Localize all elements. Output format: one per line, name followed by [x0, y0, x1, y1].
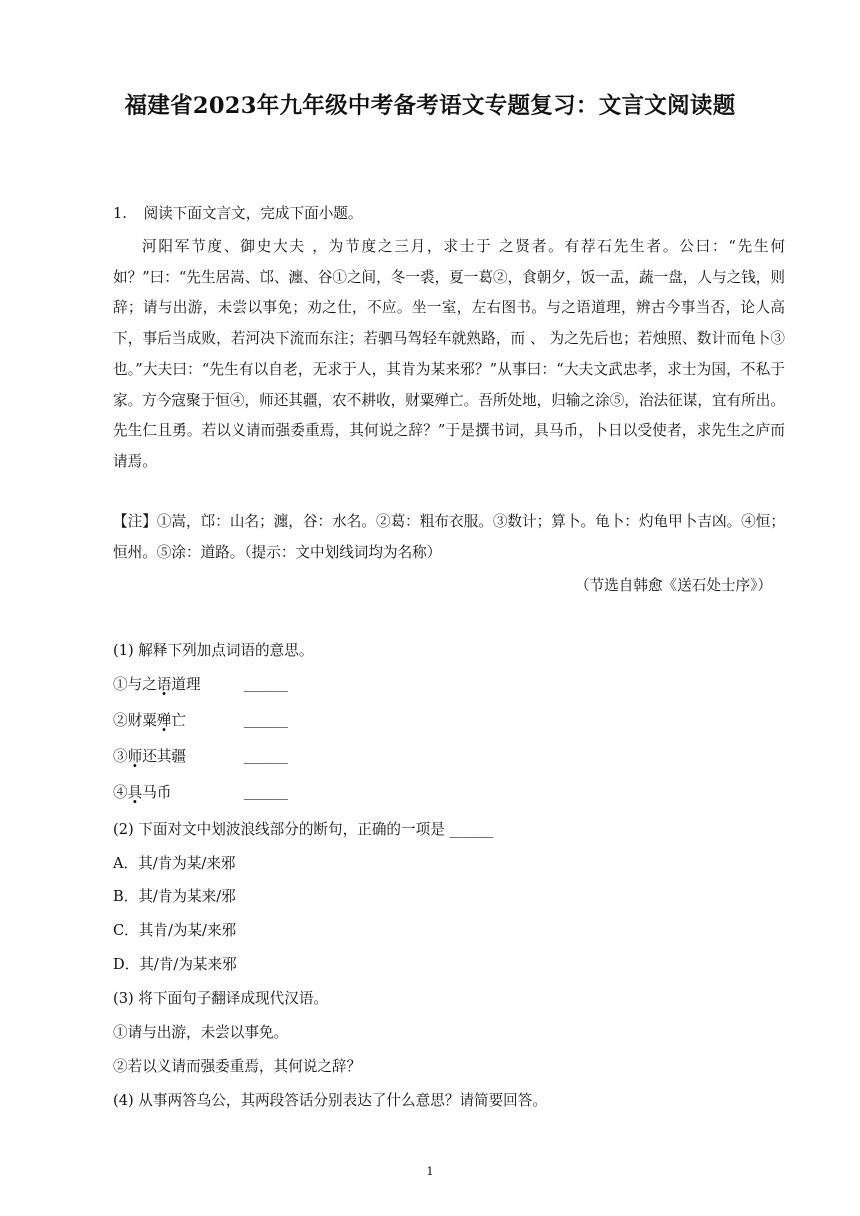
vocab-item-3: [113, 747, 186, 767]
vocab-item-4: [113, 783, 171, 803]
option-d[interactable]: D．其/肯/为某来邪: [113, 956, 237, 973]
vocab-item-text: ③师还其疆: [113, 748, 187, 765]
question-number: 1.: [113, 205, 127, 222]
question-instruction: 阅读下面文言文，完成下面小题。: [143, 205, 363, 222]
translate-item-2: ②若以义请而强委重焉，其何说之辞？: [113, 1058, 362, 1075]
answer-blank[interactable]: ______: [244, 675, 288, 692]
subquestion-1-stem: (1) 解释下列加点词语的意思。: [113, 642, 314, 659]
subquestion-2-stem: (2) 下面对文中划波浪线部分的断句，正确的一项是 ______: [113, 821, 494, 838]
vocab-item-text: ④具马币: [113, 784, 172, 801]
option-b[interactable]: B．其/肯为某来/邪: [113, 888, 236, 905]
vocab-item-1: [113, 675, 201, 695]
annotation-note: 【注】①嵩，邙：山名；瀍，谷：水名。②葛：粗布衣服。③数计；算卜。龟卜：灼龟甲卜吉凶。④恒；恒州。⑤涂：道路。（提示：文中划线词均为名称）: [113, 513, 785, 561]
passage-source: （节选自韩愈《送石处士序》）: [574, 577, 772, 594]
subquestion-3-stem: (3) 将下面句子翻译成现代汉语。: [113, 990, 329, 1007]
page-title: 福建省2023年九年级中考备考语文专题复习：文言文阅读题: [124, 93, 736, 119]
vocab-item-2: [113, 711, 186, 731]
vocab-item-text: ①与之语道理: [113, 676, 201, 693]
answer-blank[interactable]: ______: [244, 711, 288, 728]
option-a[interactable]: A．其/肯为某/来邪: [113, 855, 236, 872]
question-1-header: [113, 204, 363, 224]
answer-blank[interactable]: ______: [244, 747, 288, 764]
subquestion-4-stem: (4) 从事两答乌公，其两段答话分别表达了什么意思？请简要回答。: [113, 1092, 547, 1109]
option-c[interactable]: C．其肯/为某/来邪: [113, 922, 237, 939]
vocab-item-text: ②财粟殚亡: [113, 712, 187, 729]
answer-blank[interactable]: ______: [244, 783, 288, 800]
translate-item-1: ①请与出游，未尝以事免。: [113, 1024, 289, 1041]
page-number: 1: [426, 1164, 434, 1178]
classical-passage: 河阳军节度、御史大夫 ，为节度之三月，求士于 之贤者。有荐石先生者。公曰：“先生何如？”曰：“先生居嵩、邙、瀍、谷①之间，冬一裘，夏一葛②，食朝夕，饭一盂，蔬一盘，人与之钱，则辞；请与出游，未尝以事免；劝之仕，不应。坐一室，左右图书。与之语道理，辨古今事当否，论人高下，事后当成败，若河决下流而东注；若驷马驾轻车就熟路，而 、 为之先后也；若烛照、数计而龟卜③也。”大夫曰：“先生有以自老，无求于人，其肯为某来邪？”从事曰：“大夫文武忠孝，求士为国，不私于家。方今寇聚于恒④，师还其疆，农不耕收，财粟殚亡。吾所处地，归输之涂⑤，治法征谋，宜有所出。先生仁且勇。若以义请而强委重焉，其何说之辞？”于是撰书词，具马币，卜日以受使者，求先生之庐而请焉。: [113, 238, 785, 470]
